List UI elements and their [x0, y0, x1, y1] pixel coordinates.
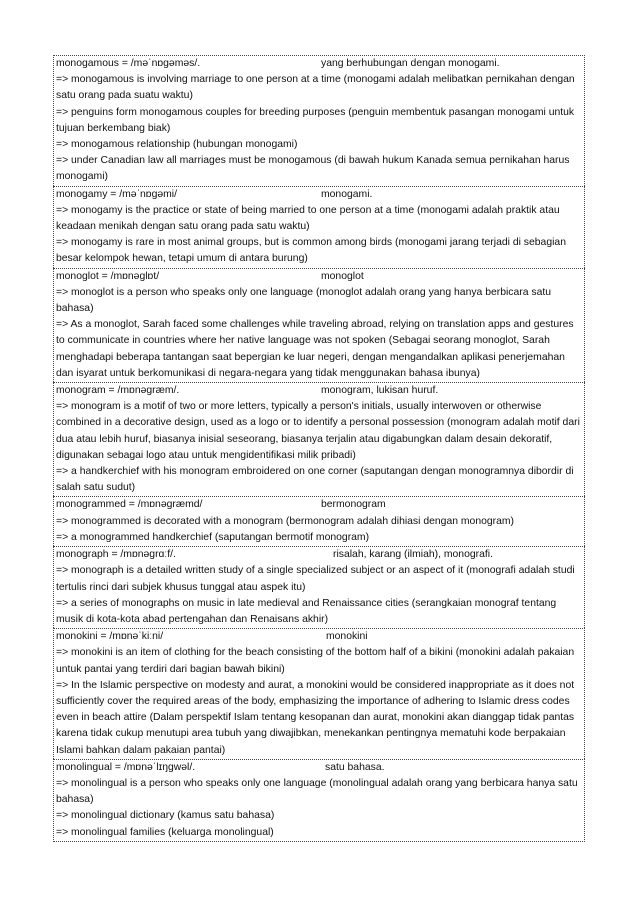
entry-headline [56, 547, 582, 563]
dictionary-entry [53, 546, 585, 628]
dictionary-entry [53, 628, 585, 759]
entry-headword: monolingual = /mɒnəˈlɪŋɡwəl/. [56, 761, 196, 773]
entry-example-line: => under Canadian law all marriages must be monogamous (di bawah hukum Kanada semua pernikahan harus monogami) [56, 155, 570, 183]
entry-example-line: => monogram is a motif of two or more letters, typically a person's initials, usually interwoven or otherwise combined in a decorative design, used as a logo or to identify a personal possession (monogram adalah motif dari dua atau lebih huruf, biasanya inisial seseorang, biasanya terjalin atau digabungkan dalam desain dekoratif, digunakan sebagai logo atau untuk mengidentifikasi milik pribadi) [56, 401, 580, 461]
entry-headword: monogrammed = /mɒnəɡræmd/ [56, 499, 203, 511]
entry-example-line: => monogamous is involving marriage to one person at a time (monogami adalah melibatkan pernikahan dengan satu orang pada suatu waktu) [56, 74, 575, 102]
entry-example-line: => monolingual dictionary (kamus satu bahasa) [56, 810, 275, 822]
entry-example-line: => monogamy is rare in most animal groups, but is common among birds (monogami jarang terjadi di sebagian besar kelompok hewan, tetapi umum di antara burung) [56, 237, 566, 265]
entry-example-line: => monograph is a detailed written study of a single specialized subject or an aspect of it (monografi adalah studi tertulis rinci dari subjek khusus tunggal atau aspek itu) [56, 565, 575, 593]
entry-example-line: => monokini is an item of clothing for the beach consisting of the bottom half of a bikini (monokini adalah pakaian untuk pantai yang terdiri dari bagian bawah bikini) [56, 647, 575, 675]
entry-gloss: monokini [326, 631, 368, 643]
entry-headline [56, 760, 582, 776]
entry-gloss: monoglot [321, 270, 364, 282]
entry-gloss: yang berhubungan dengan monogami. [321, 58, 500, 69]
entry-headword: monoglot = /mɒnəɡlɒt/ [56, 270, 160, 282]
entry-headline [56, 269, 582, 285]
entry-gloss: satu bahasa. [325, 761, 385, 773]
entry-example-line: => monogrammed is decorated with a monogram (bermonogram adalah dihiasi dengan monogram) [56, 515, 515, 527]
entry-gloss: monogram, lukisan huruf. [321, 385, 439, 397]
entry-headword: monokini = /mɒnəˈkiːni/ [56, 631, 164, 643]
dictionary-entry [53, 268, 585, 382]
entry-gloss: monogami. [321, 188, 373, 200]
entry-example-line: => penguins form monogamous couples for breeding purposes (penguin membentuk pasangan monogami untuk tujuan berkembang biak) [56, 106, 575, 134]
entry-example-line: => monogamous relationship (hubungan monogami) [56, 139, 298, 151]
entry-gloss: risalah, karang (ilmiah), monografi. [333, 549, 493, 561]
entry-headline [56, 629, 582, 645]
entry-example-line: => a monogrammed handkerchief (saputangan bermotif monogram) [56, 531, 370, 543]
entry-example-line: => a series of monographs on music in late medieval and Renaissance cities (serangkaian monograf tentang musik di kota-kota abad pertengahan dan Renaisans akhir) [56, 597, 557, 625]
entry-gloss: bermonogram [321, 499, 386, 511]
dictionary-entry [53, 55, 585, 186]
entry-headword: monogamy = /məˈnɒɡəmi/ [56, 188, 177, 200]
entry-headline [56, 497, 582, 513]
entry-headline [56, 56, 582, 72]
entry-headword: monogamous = /məˈnɒɡəməs/. [56, 58, 201, 69]
dictionary-document [53, 55, 585, 842]
entry-example-line: => As a monoglot, Sarah faced some challenges while traveling abroad, relying on translation apps and gestures to communicate in countries where her native language was not spoken (Sebagai seorang monoglot, Sarah menghadapi beberapa tantangan saat bepergian ke luar negeri, dengan mengandalkan aplikasi penerjemahan dan isyarat untuk berkomunikasi di negara-negara yang tidak menggunakan bahasa ibunya) [56, 319, 574, 379]
dictionary-entry [53, 186, 585, 268]
entry-headline [56, 187, 582, 203]
dictionary-entry [53, 496, 585, 546]
dictionary-entry [53, 382, 585, 496]
entry-example-line: => monolingual is a person who speaks only one language (monolingual adalah orang yang berbicara hanya satu bahasa) [56, 777, 578, 806]
dictionary-entry [53, 759, 585, 842]
entry-headword: monograph = /mɒnəɡrɑːf/. [56, 549, 176, 561]
entry-headword: monogram = /mɒnəɡræm/. [56, 385, 180, 397]
entry-example-line: => In the Islamic perspective on modesty and aurat, a monokini would be considered inappropriate as it does not sufficiently cover the required areas of the body, emphasizing the importance of adhering to Islamic dress codes even in beach attire (Dalam perspektif Islam tentang kesopanan dan aurat, monokini akan dianggap tidak pantas karena tidak cukup menutupi area tubuh yang diwajibkan, menekankan pentingnya mematuhi kode berpakaian Islami bahkan dalam pakaian pantai) [56, 679, 575, 756]
entry-example-line: => monolingual families (keluarga monolingual) [56, 826, 274, 838]
entry-example-line: => monoglot is a person who speaks only one language (monoglot adalah orang yang hanya berbicara satu bahasa) [56, 286, 552, 315]
entry-example-line: => monogamy is the practice or state of being married to one person at a time (monogami adalah praktik atau keadaan menikah dengan satu orang pada satu waktu) [56, 204, 560, 233]
entry-example-line: => a handkerchief with his monogram embroidered on one corner (saputangan dengan monogramnya dibordir di salah satu sudut) [56, 466, 574, 494]
entry-headline [56, 383, 582, 399]
